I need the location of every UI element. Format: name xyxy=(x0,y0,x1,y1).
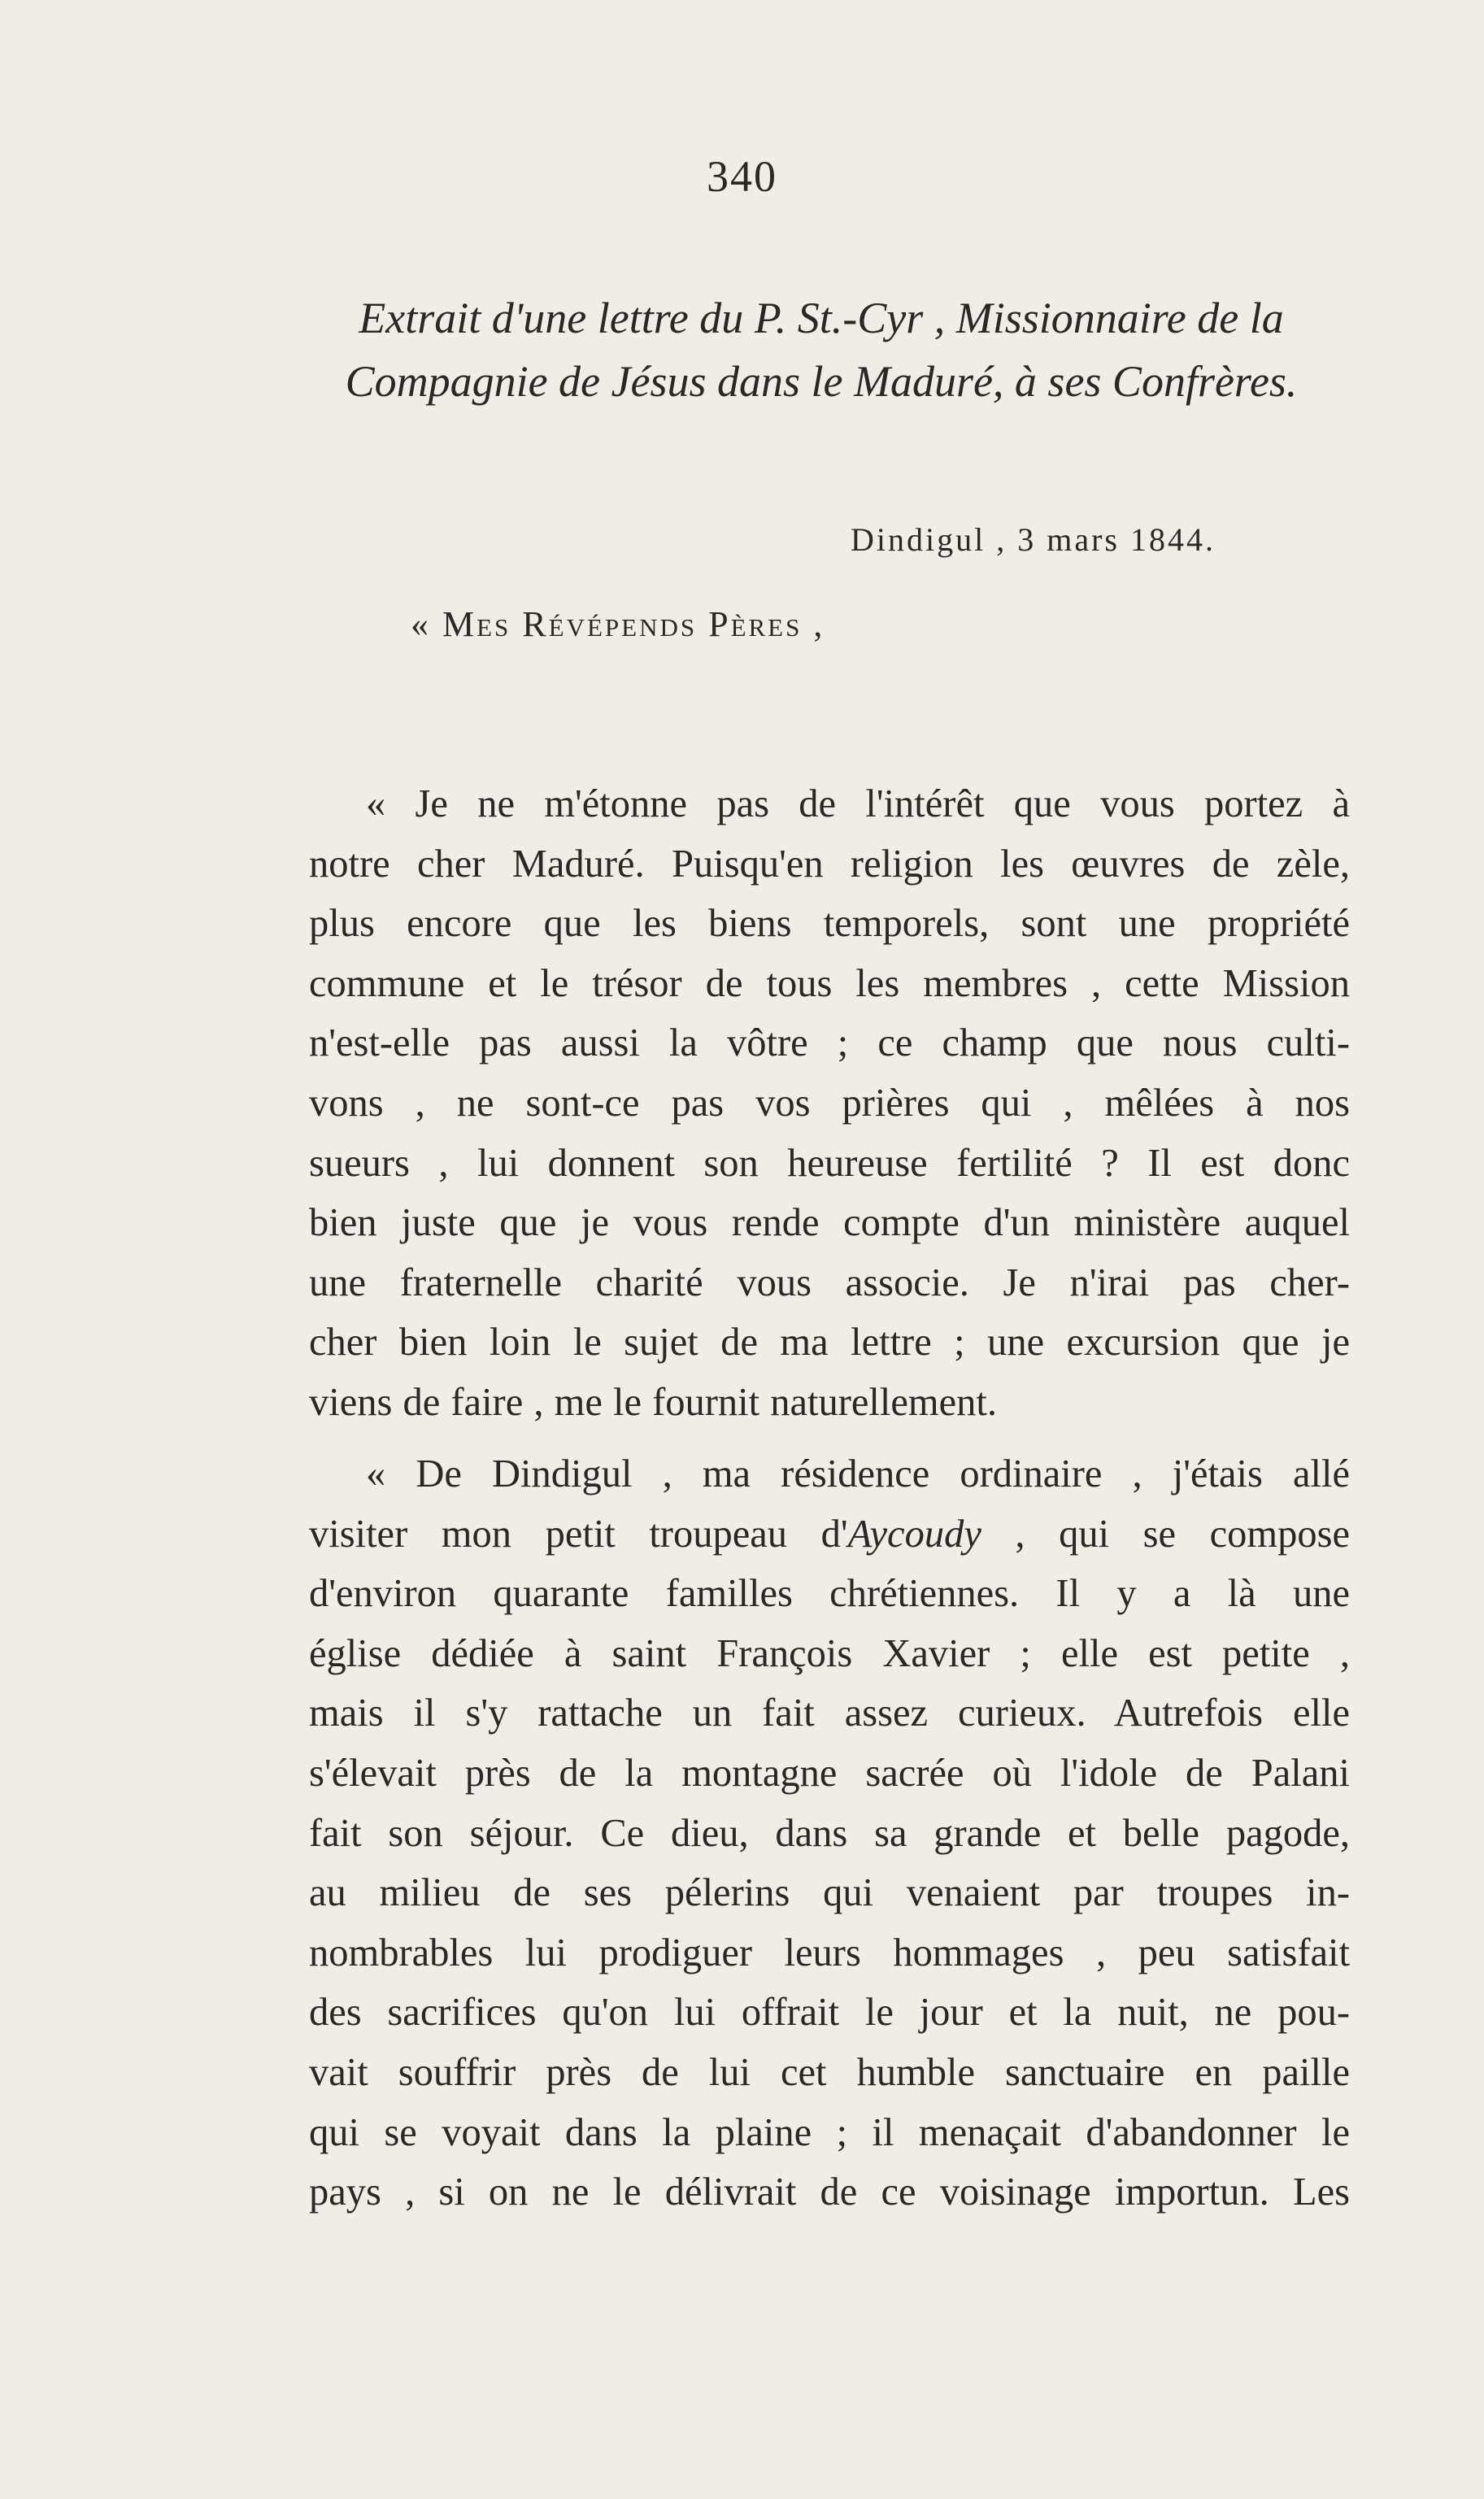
paragraph-2-line: des sacrifices qu'on lui offrait le jour et la nuit, ne pou- xyxy=(309,1991,1350,2035)
paragraph-1 xyxy=(309,774,1350,1433)
title-line-2: Compagnie de Jésus dans le Maduré, à ses Confrères. xyxy=(345,357,1298,406)
paragraph-2-line: pays , si on ne le délivrait de ce voisinage importun. Les xyxy=(309,2170,1350,2214)
salutation-text: Mes Révépends Pères , xyxy=(442,604,825,644)
paragraph-2-line: église dédiée à saint François Xavier ; elle est petite , xyxy=(309,1631,1350,1675)
paragraph-1-line: commune et le trésor de tous les membres , cette Mission xyxy=(309,961,1350,1005)
paragraph-1-line: n'est-elle pas aussi la vôtre ; ce champ que nous culti- xyxy=(309,1021,1350,1065)
salutation-quote: « xyxy=(411,604,442,644)
place-name-aycoudy: Aycoudy xyxy=(847,1512,981,1556)
paragraph-1-line: bien juste que je vous rende compte d'un ministère auquel xyxy=(309,1201,1350,1245)
dateline: Dindigul , 3 mars 1844. xyxy=(851,521,1216,558)
paragraph-2-line: d'environ quarante familles chrétiennes. Il y a là une xyxy=(309,1572,1350,1616)
paragraph-2 xyxy=(309,1444,1350,2223)
paragraph-1-line: notre cher Maduré. Puisqu'en religion les œuvres de zèle, xyxy=(309,842,1350,886)
paragraph-1-line: « Je ne m'étonne pas de l'intérêt que vous portez à xyxy=(366,782,1350,825)
paragraph-2-line: au milieu de ses pélerins qui venaient par troupes in- xyxy=(309,1871,1350,1915)
paragraph-2-line: s'élevait près de la montagne sacrée où l'idole de Palani xyxy=(309,1751,1350,1795)
paragraph-2-line: qui se voyait dans la plaine ; il menaçait d'abandonner le xyxy=(309,2110,1350,2154)
paragraph-2-line: mais il s'y rattache un fait assez curieux. Autrefois elle xyxy=(309,1691,1350,1735)
paragraph-2-line: « De Dindigul , ma résidence ordinaire , j'étais allé xyxy=(366,1452,1350,1495)
letter-title xyxy=(276,286,1366,413)
page-number: 340 xyxy=(707,152,777,201)
paragraph-2-line: fait son séjour. Ce dieu, dans sa grande et belle pagode, xyxy=(309,1811,1350,1855)
paragraph-1-line: plus encore que les biens temporels, sont une propriété xyxy=(309,902,1350,946)
paragraph-2-line: visiter mon petit troupeau d'Aycoudy , qui se compose xyxy=(309,1512,1350,1556)
paragraph-2-line: vait souffrir près de lui cet humble sanctuaire en paille xyxy=(309,2050,1350,2094)
salutation xyxy=(411,603,825,645)
paragraph-1-line: cher bien loin le sujet de ma lettre ; une excursion que je xyxy=(309,1321,1350,1365)
paragraph-2-line: nombrables lui prodiguer leurs hommages , peu satisfait xyxy=(309,1931,1350,1974)
paragraph-1-line: viens de faire , me le fournit naturellement. xyxy=(309,1380,997,1424)
title-line-1: Extrait d'une lettre du P. St.-Cyr , Missionnaire de la xyxy=(359,294,1284,342)
paragraph-1-line: vons , ne sont-ce pas vos prières qui , mêlées à nos xyxy=(309,1081,1350,1125)
paragraph-1-line: sueurs , lui donnent son heureuse fertilité ? Il est donc xyxy=(309,1141,1350,1185)
paragraph-1-line: une fraternelle charité vous associe. Je n'irai pas cher- xyxy=(309,1260,1350,1304)
